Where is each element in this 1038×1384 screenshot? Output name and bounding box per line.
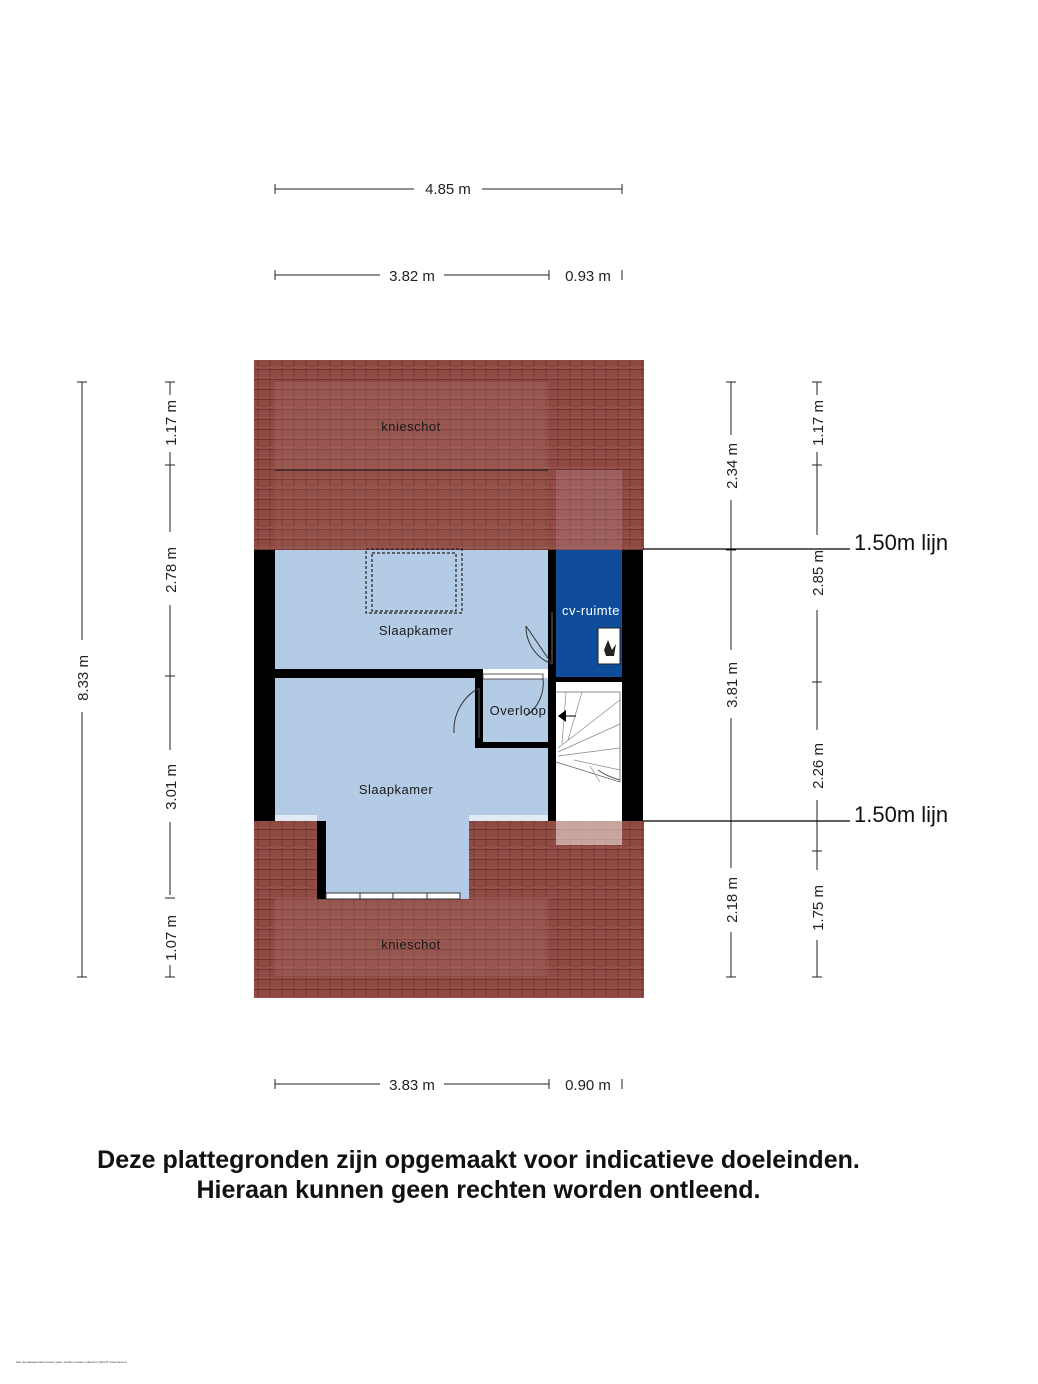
roof-top [254,360,644,550]
lijn-bottom [643,802,948,827]
dim-label-left-1: 1.17 m [163,400,180,446]
dim-label-top-right: 0.93 m [565,268,611,285]
label-slaapkamer-2: Slaapkamer [358,782,434,797]
lijn-bottom-label: 1.50m lijn [854,802,949,827]
label-knieschot-top: knieschot [381,419,441,434]
dim-label-top-left: 3.82 m [389,268,435,285]
dim-label-bottom-right: 0.90 m [565,1077,611,1094]
dim-label-right-b-4: 1.75 m [810,885,827,931]
disclaimer-line-1: Deze plattegronden zijn opgemaakt voor indicatieve doeleinden. [97,1146,860,1174]
dim-label-right-b-2: 2.85 m [810,550,827,596]
dimension-top-split [275,268,622,285]
dimension-bottom-split [275,1077,622,1094]
dim-label-left-4: 1.07 m [163,915,180,961]
label-overloop: Overloop [489,703,547,718]
footnote: Aan de plattegronden kunnen geen rechten worden ontleend | Ziezo® www.ziezo.nl [16,1360,127,1364]
label-slaapkamer-1: Slaapkamer [378,623,454,638]
dimension-left-total [75,382,92,977]
disclaimer-line-2: Hieraan kunnen geen rechten worden ontleend. [196,1176,761,1204]
dim-label-bottom-left: 3.83 m [389,1077,435,1094]
lijn-top-label: 1.50m lijn [854,530,949,555]
label-cv-ruimte: cv-ruimte [562,603,620,618]
dim-label-left-2: 2.78 m [163,547,180,593]
lijn-top [643,530,948,555]
dim-label-right-b-1: 1.17 m [810,400,827,446]
dimension-right-b [810,382,827,977]
dimension-top-total [275,181,622,198]
dim-label-top-total: 4.85 m [425,181,471,198]
label-knieschot-bottom: knieschot [381,937,441,952]
dimension-right-a [724,382,741,977]
dim-label-right-a-3: 2.18 m [724,877,741,923]
staircase [556,682,622,821]
dimension-left-split [163,382,180,977]
dim-label-right-a-2: 3.81 m [724,662,741,708]
dim-label-right-a-1: 2.34 m [724,443,741,489]
room-slaapkamer-1 [275,550,548,669]
dim-label-left-3: 3.01 m [163,764,180,810]
dim-label-left-total: 8.33 m [75,655,92,701]
dim-label-right-b-3: 2.26 m [810,743,827,789]
